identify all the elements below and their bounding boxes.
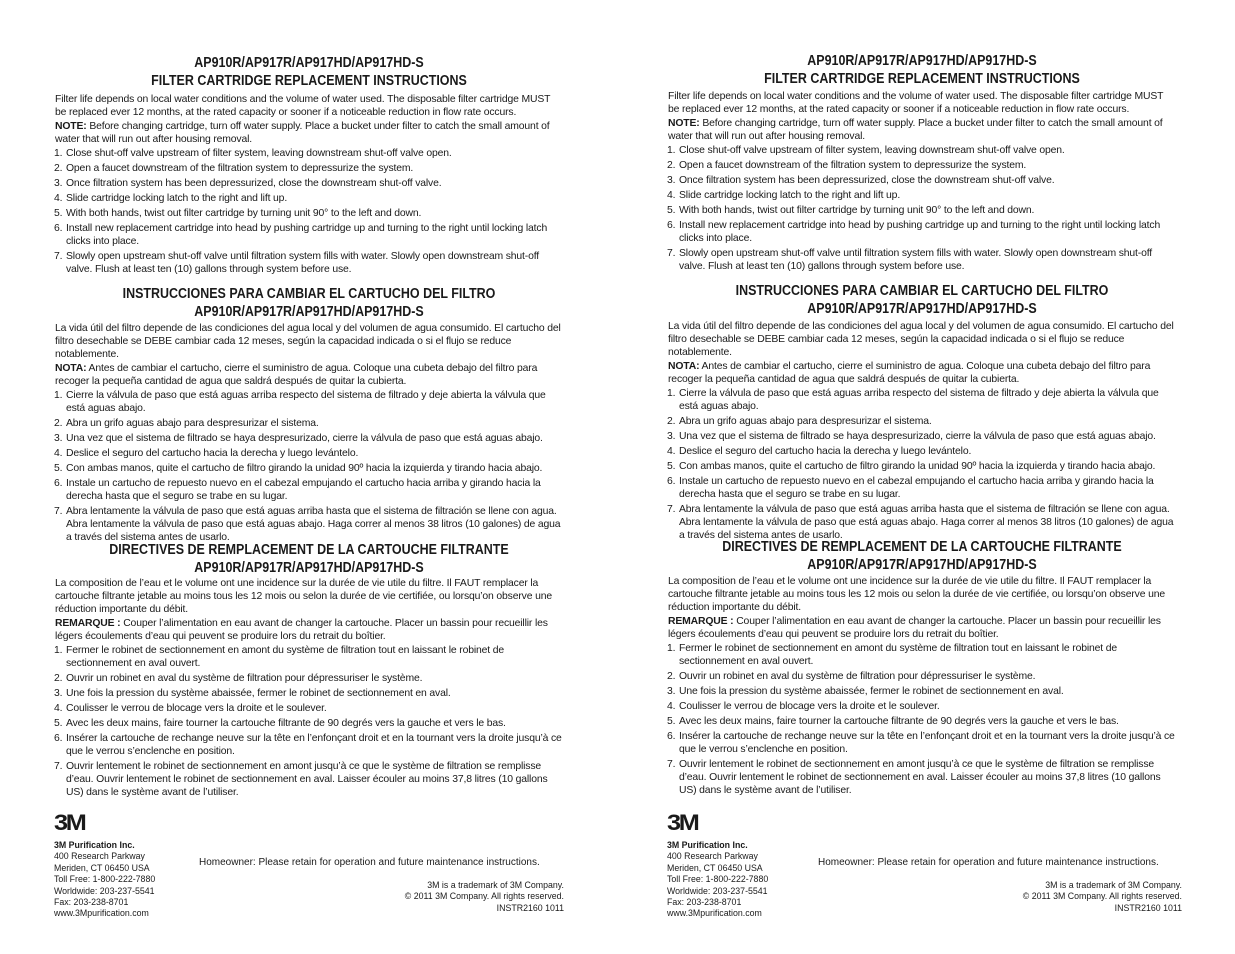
3m-logo: 3M xyxy=(54,810,85,835)
english-instructions xyxy=(667,90,1177,275)
list-item: 2. Open a faucet downstream of the filtration system to depressurize the system. xyxy=(667,160,1027,171)
list-item: 7. Slowly open upstream shut-off valve until filtration system fills with water. Slowly open downstream shut-off valve. Flush at least ten (10) gallons through system before use. xyxy=(54,251,539,275)
french-title: DIRECTIVES DE REMPLACEMENT DE LA CARTOUCHE FILTRANTE AP910R/AP917R/AP917HD/AP917HD-S xyxy=(722,539,1122,573)
list-item: 6. Insérer la cartouche de rechange neuve sur la tête en l’enfonçant droit et en la tournant vers la droite jusqu’à ce que le verrou s’enclenche en position. xyxy=(54,733,562,757)
list-item: 4. Coulisser le verrou de blocage vers la droite et le soulever. xyxy=(667,701,940,712)
list-item: 3. Una vez que el sistema de filtrado se haya despresurizado, cierre la válvula de paso que está aguas abajo. xyxy=(667,431,1156,442)
spanish-instructions xyxy=(54,322,564,546)
list-item: 5. Con ambas manos, quite el cartucho de filtro girando la unidad 90º hacia la izquierda y tirando hacia abajo. xyxy=(667,461,1156,472)
legal-notice: 3M is a trademark of 3M Company. © 2011 3M Company. All rights reserved. INSTR2160 1011 xyxy=(1022,880,1182,913)
list-item: 1. Fermer le robinet de sectionnement en amont du système de filtration tout en laissant le robinet de sectionnement en aval ouvert. xyxy=(54,645,504,669)
list-item: 5. With both hands, twist out filter cartridge by turning unit 90° to the left and down. xyxy=(667,205,1035,216)
english-note: NOTE: Before changing cartridge, turn off water supply. Place a bucket under filter to catch the small amount of water that will run out after housing removal. xyxy=(668,118,1163,142)
spanish-instructions xyxy=(667,320,1177,544)
english-note: NOTE: Before changing cartridge, turn off water supply. Place a bucket under filter to catch the small amount of water that will run out after housing removal. xyxy=(55,121,550,145)
list-item: 1. Close shut-off valve upstream of filter system, leaving downstream shut-off valve open. xyxy=(667,145,1065,156)
list-item: 1. Fermer le robinet de sectionnement en amont du système de filtration tout en laissant le robinet de sectionnement en aval ouvert. xyxy=(667,643,1117,667)
spanish-intro: La vida útil del filtro depende de las condiciones del agua local y del volumen de agua consumido. El cartucho del filtro desechable se DEBE cambiar cada 12 meses, según la capacidad indicada o si el flujo se reduce notablemente. xyxy=(55,323,561,360)
list-item: 2. Abra un grifo aguas abajo para despresurizar el sistema. xyxy=(54,418,319,429)
list-item: 3. Une fois la pression du système abaissée, fermer le robinet de sectionnement en aval. xyxy=(54,688,451,699)
list-item: 3. Once filtration system has been depressurized, close the downstream shut-off valve. xyxy=(54,178,442,189)
list-item: 5. Avec les deux mains, faire tourner la cartouche filtrante de 90 degrés vers la gauche et vers le bas. xyxy=(54,718,506,729)
english-steps xyxy=(667,144,1177,273)
list-item: 4. Deslice el seguro del cartucho hacia la derecha y luego levántelo. xyxy=(54,448,359,459)
spanish-steps xyxy=(54,389,564,544)
list-item: 7. Abra lentamente la válvula de paso que está aguas arriba hasta que el sistema de filtración se llene con agua. Abra lentamente la válvula de paso que está aguas abajo. Haga correr al menos 38 litros (10 galones) de agua a través del sistema antes de usarlo. xyxy=(54,506,561,543)
list-item: 3. Once filtration system has been depressurized, close the downstream shut-off valve. xyxy=(667,175,1055,186)
list-item: 1. Cierre la válvula de paso que está aguas arriba respecto del sistema de filtrado y deje abierta la válvula que está aguas abajo. xyxy=(54,390,546,414)
list-item: 6. Install new replacement cartridge into head by pushing cartridge up and turning to the right until locking latch clicks into place. xyxy=(667,220,1161,244)
spanish-steps xyxy=(667,387,1177,542)
list-item: 7. Abra lentamente la válvula de paso que está aguas arriba hasta que el sistema de filtración se llene con agua. Abra lentamente la válvula de paso que está aguas abajo. Haga correr al menos 38 litros (10 galones) de agua a través del sistema antes de usarlo. xyxy=(667,504,1174,541)
english-intro: Filter life depends on local water conditions and the volume of water used. The disposable filter cartridge MUST be replaced ever 12 months, at the rated capacity or sooner if a noticeable reduction in flow rate occurs. xyxy=(55,94,551,118)
list-item: 5. With both hands, twist out filter cartridge by turning unit 90° to the left and down. xyxy=(54,208,422,219)
list-item: 6. Instale un cartucho de repuesto nuevo en el cabezal empujando el cartucho hacia arriba y girando hacia la derecha hasta que el seguro se trabe en su lugar. xyxy=(54,478,541,502)
french-intro: La composition de l’eau et le volume ont une incidence sur la durée de vie utile du filtre. Il FAUT remplacer la cartouche filtrante jetable au moins tous les 12 mois ou selon la durée de vie certifiée, ou lorsqu’on observe une réduction importante du débit. xyxy=(55,578,552,615)
list-item: 6. Install new replacement cartridge into head by pushing cartridge up and turning to the right until locking latch clicks into place. xyxy=(54,223,548,247)
spanish-intro: La vida útil del filtro depende de las condiciones del agua local y del volumen de agua consumido. El cartucho del filtro desechable se DEBE cambiar cada 12 meses, según la capacidad indicada o si el flujo se reduce notablemente. xyxy=(668,321,1174,358)
list-item: 7. Ouvrir lentement le robinet de sectionnement en amont jusqu’à ce que le système de filtration se remplisse d’eau. Ouvrir lentement le robinet de sectionnement en aval. Laisser écouler au moins 37,8 litres (10 gallons US) dans le système avant de l’utiliser. xyxy=(54,761,548,798)
french-steps xyxy=(667,642,1177,797)
list-item: 5. Avec les deux mains, faire tourner la cartouche filtrante de 90 degrés vers la gauche et vers le bas. xyxy=(667,716,1119,727)
homeowner-note: Homeowner: Please retain for operation and future maintenance instructions. xyxy=(818,857,1159,868)
list-item: 2. Ouvrir un robinet en aval du système de filtration pour dépressuriser le système. xyxy=(54,673,423,684)
3m-logo: 3M xyxy=(667,810,698,835)
spanish-note: NOTA: Antes de cambiar el cartucho, cierre el suministro de agua. Coloque una cubeta debajo del filtro para recoger la pequeña cantidad de agua que saldrá después de quitar la cubierta. xyxy=(55,363,538,387)
french-steps xyxy=(54,644,564,799)
list-item: 3. Une fois la pression du système abaissée, fermer le robinet de sectionnement en aval. xyxy=(667,686,1064,697)
list-item: 4. Coulisser le verrou de blocage vers la droite et le soulever. xyxy=(54,703,327,714)
list-item: 1. Close shut-off valve upstream of filter system, leaving downstream shut-off valve open. xyxy=(54,148,452,159)
list-item: 5. Con ambas manos, quite el cartucho de filtro girando la unidad 90º hacia la izquierda y tirando hacia abajo. xyxy=(54,463,543,474)
list-item: 4. Slide cartridge locking latch to the right and lift up. xyxy=(667,190,901,201)
spanish-note: NOTA: Antes de cambiar el cartucho, cierre el suministro de agua. Coloque una cubeta debajo del filtro para recoger la pequeña cantidad de agua que saldrá después de quitar la cubierta. xyxy=(668,361,1151,385)
french-instructions xyxy=(667,575,1177,799)
list-item: 2. Abra un grifo aguas abajo para despresurizar el sistema. xyxy=(667,416,932,427)
list-item: 1. Cierre la válvula de paso que está aguas arriba respecto del sistema de filtrado y deje abierta la válvula que está aguas abajo. xyxy=(667,388,1159,412)
company-address: 3M Purification Inc. 400 Research Parkway Meriden, CT 06450 USA Toll Free: 1-800-222-7880 Worldwide: 203-237-5541 Fax: 203-238-8701 www.3Mpurification.com xyxy=(667,840,769,919)
english-title: AP910R/AP917R/AP917HD/AP917HD-S FILTER CARTRIDGE REPLACEMENT INSTRUCTIONS xyxy=(764,53,1080,87)
list-item: 6. Instale un cartucho de repuesto nuevo en el cabezal empujando el cartucho hacia arriba y girando hacia la derecha hasta que el seguro se trabe en su lugar. xyxy=(667,476,1154,500)
list-item: 7. Slowly open upstream shut-off valve until filtration system fills with water. Slowly open downstream shut-off valve. Flush at least ten (10) gallons through system before use. xyxy=(667,248,1152,272)
list-item: 6. Insérer la cartouche de rechange neuve sur la tête en l’enfonçant droit et en la tournant vers la droite jusqu’à ce que le verrou s’enclenche en position. xyxy=(667,731,1175,755)
list-item: 3. Una vez que el sistema de filtrado se haya despresurizado, cierre la válvula de paso que está aguas abajo. xyxy=(54,433,543,444)
spanish-title: INSTRUCCIONES PARA CAMBIAR EL CARTUCHO DEL FILTRO AP910R/AP917R/AP917HD/AP917HD-S xyxy=(735,283,1109,317)
list-item: 7. Ouvrir lentement le robinet de sectionnement en amont jusqu’à ce que le système de filtration se remplisse d’eau. Ouvrir lentement le robinet de sectionnement en aval. Laisser écouler au moins 37,8 litres (10 gallons US) dans le système avant de l’utiliser. xyxy=(667,759,1161,796)
list-item: 4. Deslice el seguro del cartucho hacia la derecha y luego levántelo. xyxy=(667,446,972,457)
english-title: AP910R/AP917R/AP917HD/AP917HD-S FILTER CARTRIDGE REPLACEMENT INSTRUCTIONS xyxy=(151,55,467,89)
french-intro: La composition de l’eau et le volume ont une incidence sur la durée de vie utile du filtre. Il FAUT remplacer la cartouche filtrante jetable au moins tous les 12 mois ou selon la durée de vie certifiée, ou lorsqu’on observe une réduction importante du débit. xyxy=(668,576,1165,613)
english-instructions xyxy=(54,93,564,278)
homeowner-note: Homeowner: Please retain for operation and future maintenance instructions. xyxy=(199,857,540,868)
list-item: 4. Slide cartridge locking latch to the right and lift up. xyxy=(54,193,288,204)
french-note: REMARQUE : Couper l’alimentation en eau avant de changer la cartouche. Placer un bassin pour recueillir les légers écoulements d’eau qui peuvent se produire lors du retrait du boîtier. xyxy=(668,616,1161,640)
french-instructions xyxy=(54,577,564,801)
french-note: REMARQUE : Couper l’alimentation en eau avant de changer la cartouche. Placer un bassin pour recueillir les légers écoulements d’eau qui peuvent se produire lors du retrait du boîtier. xyxy=(55,618,548,642)
spanish-title: INSTRUCCIONES PARA CAMBIAR EL CARTUCHO DEL FILTRO AP910R/AP917R/AP917HD/AP917HD-S xyxy=(122,286,496,320)
english-steps xyxy=(54,147,564,276)
company-address: 3M Purification Inc. 400 Research Parkway Meriden, CT 06450 USA Toll Free: 1-800-222-7880 Worldwide: 203-237-5541 Fax: 203-238-8701 www.3Mpurification.com xyxy=(54,840,156,919)
legal-notice: 3M is a trademark of 3M Company. © 2011 3M Company. All rights reserved. INSTR2160 1011 xyxy=(404,880,564,913)
list-item: 2. Open a faucet downstream of the filtration system to depressurize the system. xyxy=(54,163,414,174)
list-item: 2. Ouvrir un robinet en aval du système de filtration pour dépressuriser le système. xyxy=(667,671,1036,682)
english-intro: Filter life depends on local water conditions and the volume of water used. The disposable filter cartridge MUST be replaced ever 12 months, at the rated capacity or sooner if a noticeable reduction in flow rate occurs. xyxy=(668,91,1164,115)
french-title: DIRECTIVES DE REMPLACEMENT DE LA CARTOUCHE FILTRANTE AP910R/AP917R/AP917HD/AP917HD-S xyxy=(109,542,509,576)
